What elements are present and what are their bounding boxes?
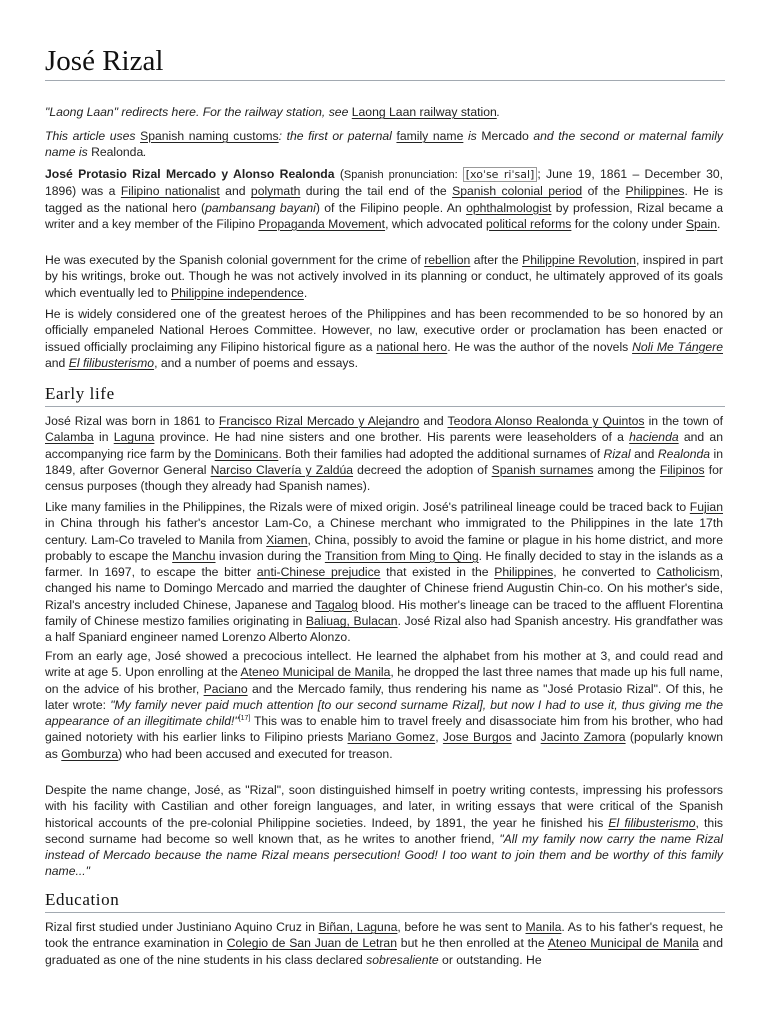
- text: among the: [593, 462, 660, 477]
- link-narciso-claveria[interactable]: Narciso Clavería y Zaldúa: [210, 462, 354, 477]
- text: . He finally decided to stay in the islands as a farmer. In 1697, to escape the bitter: [45, 548, 723, 580]
- link-tagalog[interactable]: Tagalog: [315, 597, 358, 612]
- text: province. He had nine sisters and one brother. His parents were leaseholders of a: [154, 430, 630, 445]
- text: This was to enable him to travel freely and disassociate him from his brother, who had gained notoriety with his earlier links to Filipino priests: [45, 714, 724, 745]
- quote-rizal-surname: "My family never paid much attention [to our second surname Rizal], but now I had to use it, thus giving me the appearance of an illegitimate child!": [45, 697, 723, 729]
- link-fujian[interactable]: Fujian: [689, 500, 723, 514]
- link-colegio-de-san-juan-de-letran[interactable]: Colegio de San Juan de Letran: [226, 936, 397, 951]
- text: of the: [582, 184, 626, 199]
- text: He is widely considered one of the greatest heroes of the Philippines and has been recommended to be so honored by an officially empaneled National Heroes Committee. However, no law, executive order or proclamation has been enacted or issued officially proclaiming any Filipino historical figure as a: [45, 307, 723, 354]
- page-title: José Rizal: [45, 45, 164, 77]
- link-filipinos[interactable]: Filipinos: [659, 462, 705, 477]
- hatnote-text: and the second or maternal family name is: [45, 129, 723, 160]
- text: , this second surname had become so well known that, as he writes to another friend,: [45, 815, 723, 846]
- text: in the town of: [644, 414, 724, 428]
- term-sobresaliente: sobresaliente: [366, 952, 439, 967]
- link-mariano-gomez[interactable]: Mariano Gomez: [347, 730, 436, 745]
- hatnote-text: : the first or paternal: [278, 129, 397, 143]
- text: , inspired in part by his writings, broke out. Though he was not actively involved in its planning or conduct, he ultimately approved of its goals which eventually led to: [45, 253, 723, 300]
- link-baliuag-bulacan[interactable]: Baliuag, Bulacan: [305, 614, 398, 629]
- hatnote-redirect: [45, 104, 723, 120]
- text: and: [419, 414, 448, 428]
- text: , changed his name to Domingo Mercado and married the daughter of Chinese friend Augustin Chin-co. On his mother's side, Rizal's ancestry included Chinese, Japanese and: [45, 565, 723, 612]
- link-propaganda-movement[interactable]: Propaganda Movement: [258, 216, 386, 231]
- text: . He was the author of the novels: [447, 339, 633, 354]
- text: in China through his father's ancestor Lam-Co, a Chinese merchant who immigrated to the Philippines in the late 17th century. Lam-Co traveled to Manila from: [45, 516, 723, 547]
- link-spanish-colonial-period[interactable]: Spanish colonial period: [452, 184, 583, 199]
- text: and: [219, 184, 251, 199]
- intro-paragraph-1: [45, 166, 723, 232]
- section-divider: [45, 912, 725, 913]
- text: after the: [470, 253, 523, 267]
- early-life-paragraph-2: [45, 499, 723, 646]
- text: . José Rizal also had Spanish ancestry. His grandfather was a half Spaniard engineer named Lorenzo Alberto Alonzo.: [45, 614, 723, 645]
- text: , he dropped the last three names that made up his full name, on the advice of his brother,: [45, 665, 723, 696]
- pronunciation-label: Spanish pronunciation:: [343, 169, 463, 181]
- text: , which advocated: [385, 216, 487, 231]
- section-heading-early-life: Early life: [45, 384, 115, 403]
- link-manila[interactable]: Manila: [525, 920, 562, 934]
- link-family-name[interactable]: family name: [396, 129, 464, 143]
- text: (: [334, 167, 344, 181]
- term-rizal: Rizal: [603, 446, 631, 461]
- link-laong-laan-railway-station[interactable]: Laong Laan railway station: [351, 105, 497, 119]
- education-paragraph-1: [45, 919, 723, 968]
- title-divider: [45, 80, 725, 81]
- link-spanish-naming-customs[interactable]: Spanish naming customs: [140, 129, 279, 143]
- quote-rizal-persecution: "All my family now carry the name Rizal instead of Mercado because the name Rizal means persecution! Good! I too want to join them and be worthy of this family name...": [45, 831, 723, 879]
- ipa-pronunciation[interactable]: [xoˈse riˈsal]: [463, 167, 538, 182]
- term-pambansang-bayani: pambansang bayani: [205, 200, 316, 215]
- text: in: [93, 430, 114, 445]
- link-jose-burgos[interactable]: Jose Burgos: [442, 730, 512, 745]
- text: Despite the name change, José, as "Rizal", soon distinguished himself in poetry writing contests, impressing his professors with his facility with Castilian and other foreign languages, and later, in writing essays that were critical of the Spanish historical accounts of the pre-colonial Philippine societies. Indeed, by 1891, the year he finished his: [45, 783, 723, 830]
- early-life-paragraph-1: [45, 413, 723, 494]
- hatnote-text: "Laong Laan" redirects here. For the railway station, see: [45, 105, 352, 119]
- hatnote-naming-customs: [45, 128, 723, 161]
- section-divider: [45, 406, 725, 407]
- link-xiamen[interactable]: Xiamen: [266, 532, 308, 547]
- text: . Both their families had adopted the additional surnames of: [278, 446, 604, 461]
- text: by profession, Rizal became a writer and a key member of the Filipino: [45, 200, 723, 231]
- hatnote-text: is: [463, 129, 482, 143]
- early-life-paragraph-3: [45, 648, 723, 762]
- link-el-filibusterismo-2[interactable]: El filibusterismo: [608, 815, 696, 830]
- link-national-hero[interactable]: national hero: [376, 339, 448, 354]
- section-heading-education: Education: [45, 890, 120, 909]
- link-ateneo-municipal-de-manila[interactable]: Ateneo Municipal de Manila: [240, 665, 391, 680]
- link-dominicans[interactable]: Dominicans: [214, 446, 279, 461]
- text: for the colony under: [571, 216, 686, 231]
- link-philippine-independence[interactable]: Philippine independence: [171, 285, 304, 300]
- term-realonda: Realonda: [657, 446, 711, 461]
- link-catholicism[interactable]: Catholicism: [656, 565, 720, 580]
- text: for census purposes (though they already had Spanish names).: [45, 462, 723, 494]
- surname-realonda: Realonda: [91, 145, 144, 160]
- link-anti-chinese-prejudice[interactable]: anti-Chinese prejudice: [256, 565, 381, 580]
- link-noli-me-tangere[interactable]: Noli Me Tángere: [632, 339, 723, 354]
- link-polymath[interactable]: polymath: [250, 184, 301, 199]
- link-spanish-surnames[interactable]: Spanish surnames: [491, 462, 594, 477]
- link-gomburza[interactable]: Gomburza: [61, 746, 119, 761]
- link-transition-ming-qing[interactable]: Transition from Ming to Qing: [324, 548, 479, 563]
- text: , China, possibly to avoid the famine or plague in his home district, and more probably to escape the: [45, 532, 723, 563]
- text: From an early age, José showed a precocious intellect. He learned the alphabet from his mother at 3, and could read and write at age 5. Upon enrolling at the: [45, 649, 723, 680]
- link-filipino-nationalist[interactable]: Filipino nationalist: [120, 184, 220, 199]
- text: and: [630, 446, 658, 461]
- text: that existed in the: [380, 565, 495, 580]
- link-laguna[interactable]: Laguna: [113, 430, 155, 445]
- text: Rizal first studied under Justiniano Aquino Cruz in: [45, 920, 319, 934]
- text: (popularly known as: [45, 730, 724, 761]
- link-calamba[interactable]: Calamba: [45, 430, 94, 445]
- hatnote-text: .: [496, 105, 501, 119]
- link-francisco-rizal-mercado[interactable]: Francisco Rizal Mercado y Alejandro: [218, 414, 420, 428]
- early-life-paragraph-4: [45, 782, 723, 880]
- link-ateneo-municipal-de-manila-2[interactable]: Ateneo Municipal de Manila: [547, 936, 699, 951]
- text: or outstanding. He: [438, 952, 542, 967]
- text: during the tail end of the: [300, 184, 453, 199]
- text: , before he was sent to: [397, 920, 526, 934]
- text: ) of the Filipino people. An: [315, 200, 467, 215]
- hatnote-text: This article uses: [45, 129, 141, 143]
- link-el-filibusterismo[interactable]: El filibusterismo: [68, 355, 155, 370]
- text: and graduated as one of the nine students in his class declared: [45, 936, 723, 967]
- text: and: [45, 355, 69, 370]
- surname-mercado: Mercado: [481, 129, 529, 143]
- intro-paragraph-3: [45, 306, 723, 371]
- text: ) who had been accused and executed for treason.: [118, 746, 393, 761]
- link-ophthalmologist[interactable]: ophthalmologist: [466, 200, 552, 215]
- text: and an accompanying rice farm by the: [45, 430, 723, 461]
- full-name: José Protasio Rizal Mercado y Alonso Realonda: [45, 167, 335, 181]
- link-binan-laguna[interactable]: Biñan, Laguna: [318, 920, 398, 934]
- text: ,: [435, 730, 443, 745]
- text: He was executed by the Spanish colonial government for the crime of: [45, 253, 425, 267]
- hatnote-text: .: [143, 145, 147, 160]
- text: and: [511, 730, 541, 745]
- text: ; June 19, 1861 – December 30, 1896) was a: [45, 167, 724, 199]
- link-teodora-alonso-realonda[interactable]: Teodora Alonso Realonda y Quintos: [447, 414, 645, 428]
- text: , he converted to: [553, 565, 657, 580]
- text: . As to his father's request, he took the entrance examination in: [45, 920, 723, 951]
- text: .: [717, 216, 721, 231]
- intro-paragraph-2: [45, 252, 723, 301]
- link-philippines[interactable]: Philippines: [625, 184, 685, 199]
- text: Like many families in the Philippines, the Rizals were of mixed origin. José's patrilineal lineage could be traced back to: [45, 500, 690, 514]
- link-manchu[interactable]: Manchu: [172, 548, 216, 563]
- text: decreed the adoption of: [353, 462, 492, 477]
- text: in 1849, after Governor General: [45, 446, 723, 477]
- text: but he then enrolled at the: [396, 936, 548, 951]
- text: and the Mercado family, thus rendering his name as "José Protasio Rizal". Of this, he later wrote:: [45, 681, 723, 712]
- text: José Rizal was born in 1861 to: [45, 414, 219, 428]
- text: , and a number of poems and essays.: [154, 355, 358, 370]
- text: blood. His mother's lineage can be traced to the affluent Florentina family of Chinese mestizo families originating in: [45, 597, 723, 629]
- link-paciano[interactable]: Paciano: [203, 681, 248, 696]
- link-spain[interactable]: Spain: [685, 216, 718, 231]
- text: invasion during the: [215, 548, 325, 563]
- link-hacienda[interactable]: hacienda: [629, 430, 679, 445]
- text: .: [303, 285, 308, 300]
- link-rebellion[interactable]: rebellion: [424, 253, 471, 267]
- link-political-reforms[interactable]: political reforms: [486, 216, 572, 231]
- link-jacinto-zamora[interactable]: Jacinto Zamora: [540, 730, 626, 745]
- text: . He is tagged as the national hero (: [45, 184, 724, 215]
- link-philippine-revolution[interactable]: Philippine Revolution: [522, 253, 636, 267]
- link-philippines-2[interactable]: Philippines: [494, 565, 554, 580]
- citation-17[interactable]: [17]: [238, 715, 251, 723]
